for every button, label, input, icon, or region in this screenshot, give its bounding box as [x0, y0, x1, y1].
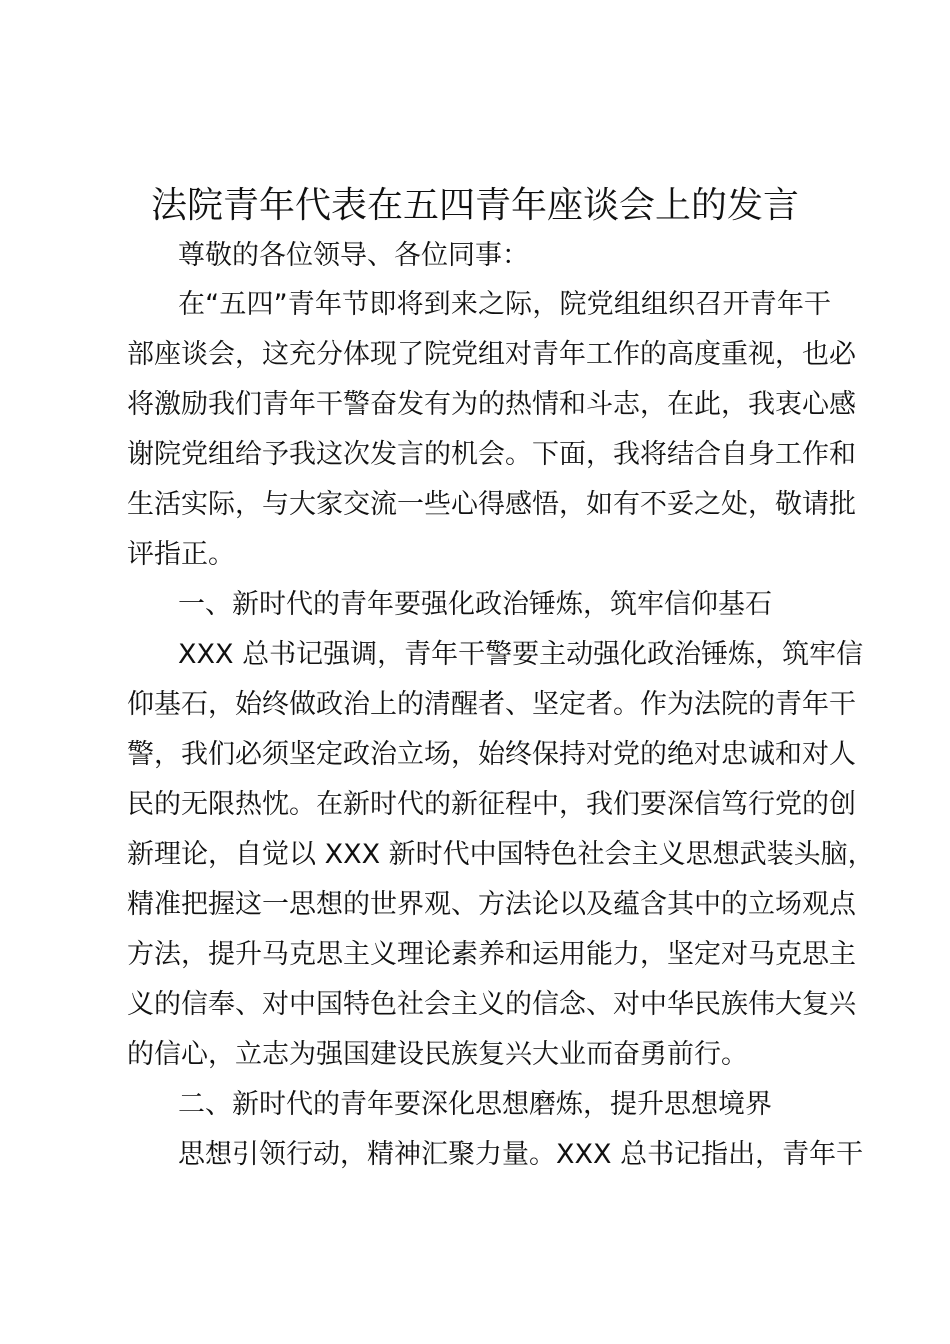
paragraph-1-line-3: 将激励我们青年干警奋发有为的热情和斗志，在此，我衷心感: [127, 389, 856, 420]
paragraph-2-line-5: 新理论，自觉以 XXX 新时代中国特色社会主义思想武装头脑，: [127, 839, 875, 870]
paragraph-2-line-8: 义的信奉、对中国特色社会主义的信念、对中华民族伟大复兴: [127, 989, 856, 1020]
paragraph-2-line-3: 警，我们必须坚定政治立场，始终保持对党的绝对忠诚和对人: [127, 739, 856, 770]
paragraph-2-line-4: 民的无限热忱。在新时代的新征程中，我们要深信笃行党的创: [127, 789, 856, 820]
greeting: 尊敬的各位领导、各位同事：: [178, 240, 529, 271]
paragraph-2-line-1: XXX 总书记强调，青年干警要主动强化政治锤炼，筑牢信: [178, 639, 864, 670]
paragraph-2-line-9: 的信心，立志为强国建设民族复兴大业而奋勇前行。: [127, 1039, 748, 1070]
paragraph-1-line-5: 生活实际，与大家交流一些心得感悟，如有不妥之处，敬请批: [127, 489, 856, 520]
paragraph-1-line-4: 谢院党组给予我这次发言的机会。下面，我将结合自身工作和: [127, 439, 856, 470]
paragraph-1-line-6: 评指正。: [127, 539, 235, 570]
paragraph-2-line-6: 精准把握这一思想的世界观、方法论以及蕴含其中的立场观点: [127, 889, 856, 920]
paragraph-1-line-1: 在“五四”青年节即将到来之际，院党组组织召开青年干: [178, 289, 831, 320]
section-heading-2: 二、新时代的青年要深化思想磨炼，提升思想境界: [178, 1089, 772, 1120]
section-heading-1: 一、新时代的青年要强化政治锤炼，筑牢信仰基石: [178, 589, 772, 620]
paragraph-2-line-2: 仰基石，始终做政治上的清醒者、坚定者。作为法院的青年干: [127, 689, 856, 720]
paragraph-3-line-1: 思想引领行动，精神汇聚力量。XXX 总书记指出，青年干: [178, 1139, 864, 1170]
paragraph-1-line-2: 部座谈会，这充分体现了院党组对青年工作的高度重视，也必: [127, 339, 856, 370]
document-title: 法院青年代表在五四青年座谈会上的发言: [150, 185, 799, 226]
paragraph-2-line-7: 方法，提升马克思主义理论素养和运用能力，坚定对马克思主: [127, 939, 856, 970]
